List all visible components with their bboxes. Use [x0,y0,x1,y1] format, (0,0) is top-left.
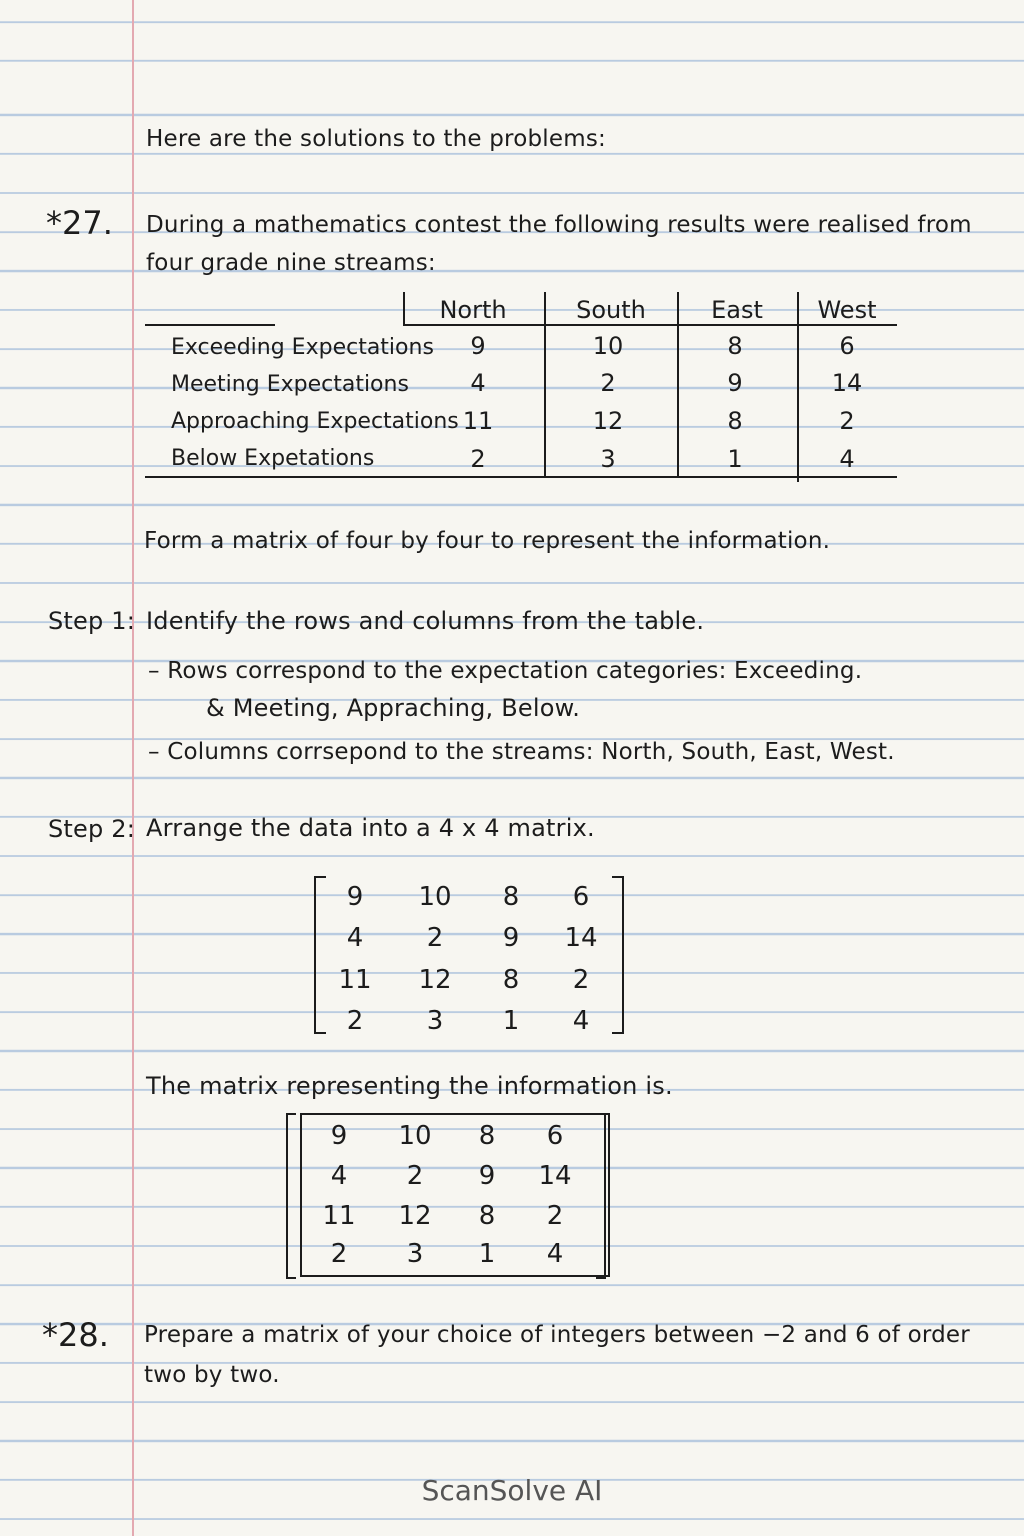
matrix-cell: 8 [478,1201,496,1231]
table-cell: 8 [727,332,743,360]
matrix-cell: 6 [572,882,590,912]
result-outer-left-bracket [286,1113,296,1279]
matrix-cell: 10 [398,1121,432,1151]
problem-27-number: *27. [46,204,113,242]
step-1-bullet-1-line-1: – Rows correspond to the expectation categories: Exceeding. [148,658,863,684]
table-cell: 11 [462,407,494,435]
matrix-cell: 2 [572,965,590,995]
table-cell: 2 [600,369,616,397]
table-cell: 9 [727,369,743,397]
table-divider-1 [544,292,546,478]
table-cell: 6 [839,332,855,360]
problem-27-line-2: four grade nine streams: [146,250,436,276]
result-outer-right-bracket [596,1113,606,1279]
matrix-cell: 3 [426,1006,444,1036]
step-2-text: Arrange the data into a 4 x 4 matrix. [146,814,595,842]
problem-28-line-1: Prepare a matrix of your choice of integers between −2 and 6 of order [144,1322,970,1348]
matrix-cell: 11 [338,965,372,995]
matrix-cell: 4 [330,1161,348,1191]
table-cell: 4 [839,445,855,473]
page-margin-line [132,0,134,1536]
table-bottom-line [145,476,897,478]
row-label-meeting: Meeting Expectations [171,372,409,397]
header-north: North [439,296,507,324]
table-cell: 1 [727,445,743,473]
table-cell: 4 [470,369,486,397]
step-1-bullet-2: – Columns corrsepond to the streams: North, South, East, West. [148,739,895,765]
matrix-cell: 12 [418,965,452,995]
matrix-cell: 14 [564,923,598,953]
step-1-label: Step 1: [48,607,136,635]
table-cell: 2 [839,407,855,435]
matrix-cell: 9 [330,1121,348,1151]
matrix-cell: 8 [502,965,520,995]
table-stub-line [145,324,275,326]
row-label-below: Below Expetations [171,446,375,471]
matrix-cell: 1 [478,1239,496,1269]
matrix-cell: 3 [406,1239,424,1269]
matrix-cell: 9 [478,1161,496,1191]
table-cell: 2 [470,445,486,473]
table-header-line [403,324,897,326]
matrix-right-bracket [612,876,624,1034]
row-label-approaching: Approaching Expectations [171,409,459,434]
row-label-exceeding: Exceeding Expectations [171,335,434,360]
footer-watermark: ScanSolve AI [421,1474,603,1507]
step-1-bullet-1-line-2: & Meeting, Appraching, Below. [206,694,581,722]
matrix-cell: 1 [502,1006,520,1036]
matrix-cell: 10 [418,882,452,912]
matrix-cell: 6 [546,1121,564,1151]
problem-28-line-2: two by two. [144,1362,280,1388]
table-divider-2 [677,292,679,478]
results-table [145,290,897,480]
matrix-cell: 14 [538,1161,572,1191]
step-2-label: Step 2: [48,815,136,843]
matrix-cell: 12 [398,1201,432,1231]
matrix-cell: 9 [346,882,364,912]
matrix-cell: 8 [502,882,520,912]
table-cell: 3 [600,445,616,473]
intro-text: Here are the solutions to the problems: [146,126,606,152]
result-text: The matrix representing the information is. [146,1072,673,1100]
problem-28-number: *28. [42,1316,109,1354]
matrix-cell: 8 [478,1121,496,1151]
table-cell: 10 [592,332,624,360]
header-east: East [711,296,763,324]
matrix-cell: 11 [322,1201,356,1231]
header-west: West [817,296,877,324]
problem-27-question: Form a matrix of four by four to represent the information. [144,528,831,554]
matrix-cell: 4 [546,1239,564,1269]
matrix-cell: 2 [330,1239,348,1269]
table-cell: 12 [592,407,624,435]
matrix-cell: 9 [502,923,520,953]
problem-27-line-1: During a mathematics contest the following results were realised from [146,212,972,238]
matrix-cell: 2 [426,923,444,953]
table-cell: 9 [470,332,486,360]
table-divider-0 [403,292,405,326]
header-south: South [576,296,646,324]
matrix-cell: 4 [346,923,364,953]
matrix-cell: 2 [346,1006,364,1036]
matrix-cell: 2 [546,1201,564,1231]
table-cell: 8 [727,407,743,435]
step-1-text: Identify the rows and columns from the table. [146,607,705,635]
table-cell: 14 [831,369,863,397]
matrix-cell: 2 [406,1161,424,1191]
matrix-left-bracket [314,876,326,1034]
matrix-cell: 4 [572,1006,590,1036]
